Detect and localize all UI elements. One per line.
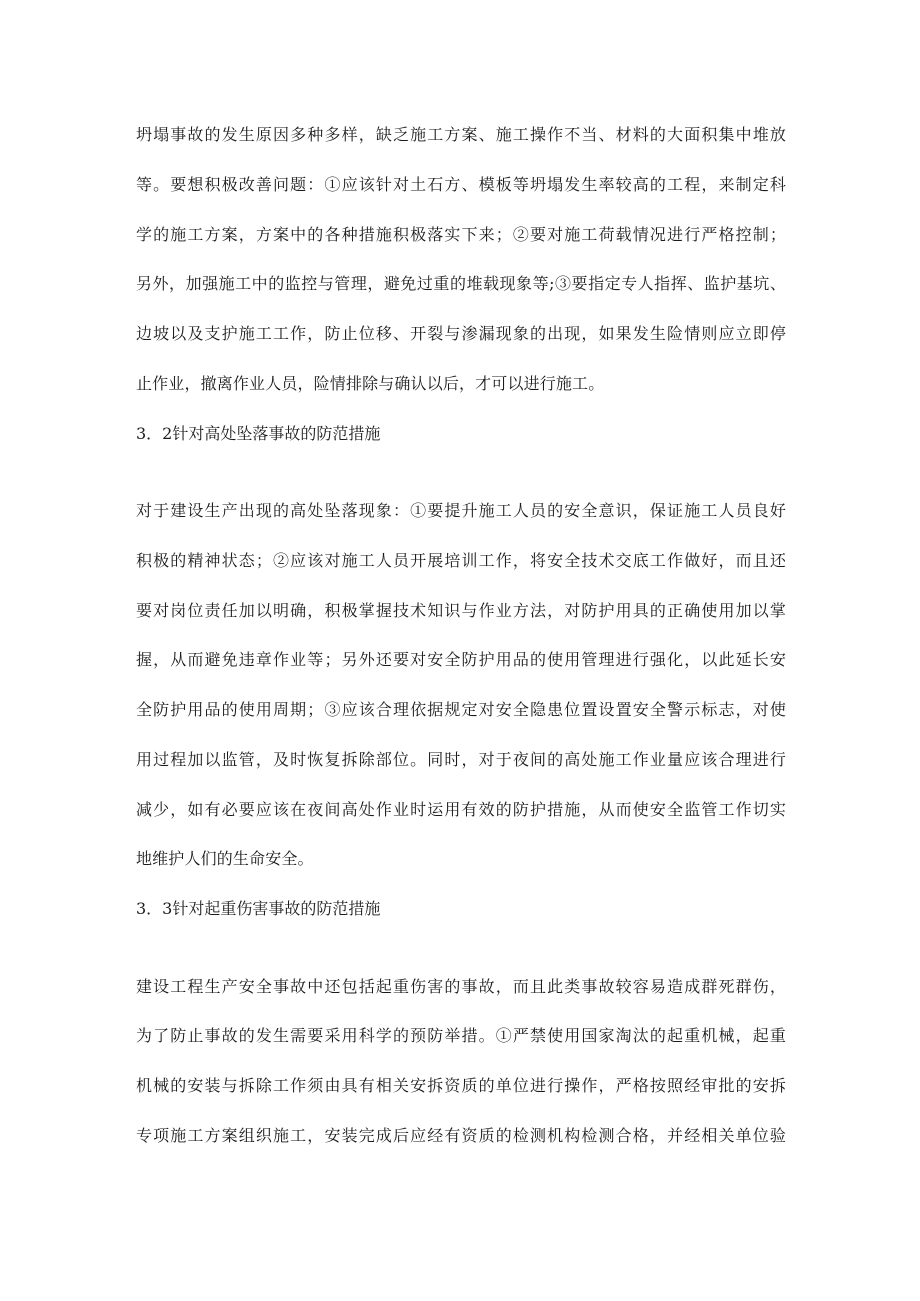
paragraph-line: 握，从而避免违章作业等；另外还要对安全防护用品的使用管理进行强化，以此延长安	[136, 650, 786, 669]
section-heading: 3．3针对起重伤害事故的防范措施	[136, 899, 381, 918]
paragraph-line: 坍塌事故的发生原因多种多样，缺乏施工方案、施工操作不当、材料的大面积集中堆放	[136, 125, 786, 144]
paragraph-line: 止作业，撤离作业人员，险情排除与确认以后，才可以进行施工。	[136, 374, 605, 393]
paragraph-line: 对于建设生产出现的高处坠落现象：①要提升施工人员的安全意识，保证施工人员良好	[136, 501, 786, 520]
section-heading: 3．2针对高处坠落事故的防范措施	[136, 424, 381, 443]
paragraph-line: 机械的安装与拆除工作须由具有相关安拆资质的单位进行操作，严格按照经审批的安拆	[136, 1076, 786, 1095]
paragraph-line: 建设工程生产安全事故中还包括起重伤害的事故，而且此类事故较容易造成群死群伤，	[136, 977, 786, 996]
paragraph-line: 等。要想积极改善问题：①应该针对土石方、模板等坍塌发生率较高的工程，来制定科	[136, 175, 786, 194]
paragraph-line: 全防护用品的使用周期；③应该合理依据规定对安全隐患位置设置安全警示标志，对使	[136, 700, 786, 719]
paragraph-line: 专项施工方案组织施工，安装完成后应经有资质的检测机构检测合格，并经相关单位验	[136, 1126, 786, 1145]
paragraph-line: 用过程加以监管，及时恢复拆除部位。同时，对于夜间的高处施工作业量应该合理进行	[136, 750, 786, 769]
paragraph-line: 边坡以及支护施工工作，防止位移、开裂与渗漏现象的出现，如果发生险情则应立即停	[136, 324, 786, 343]
paragraph-line: 积极的精神状态；②应该对施工人员开展培训工作，将安全技术交底工作做好，而且还	[136, 551, 786, 570]
paragraph-line: 地维护人们的生命安全。	[136, 849, 314, 868]
paragraph-line: 学的施工方案，方案中的各种措施积极落实下来；②要对施工荷载情况进行严格控制；	[136, 225, 786, 244]
paragraph-line: 要对岗位责任加以明确，积极掌握技术知识与作业方法，对防护用具的正确使用加以掌	[136, 601, 786, 620]
paragraph-line: 为了防止事故的发生需要采用科学的预防举措。①严禁使用国家淘汰的起重机械，起重	[136, 1026, 786, 1045]
paragraph-line: 减少，如有必要应该在夜间高处作业时运用有效的防护措施，从而使安全监管工作切实	[136, 800, 786, 819]
paragraph-line: 另外，加强施工中的监控与管理，避免过重的堆载现象等;③要指定专人指挥、监护基坑、	[136, 274, 786, 293]
